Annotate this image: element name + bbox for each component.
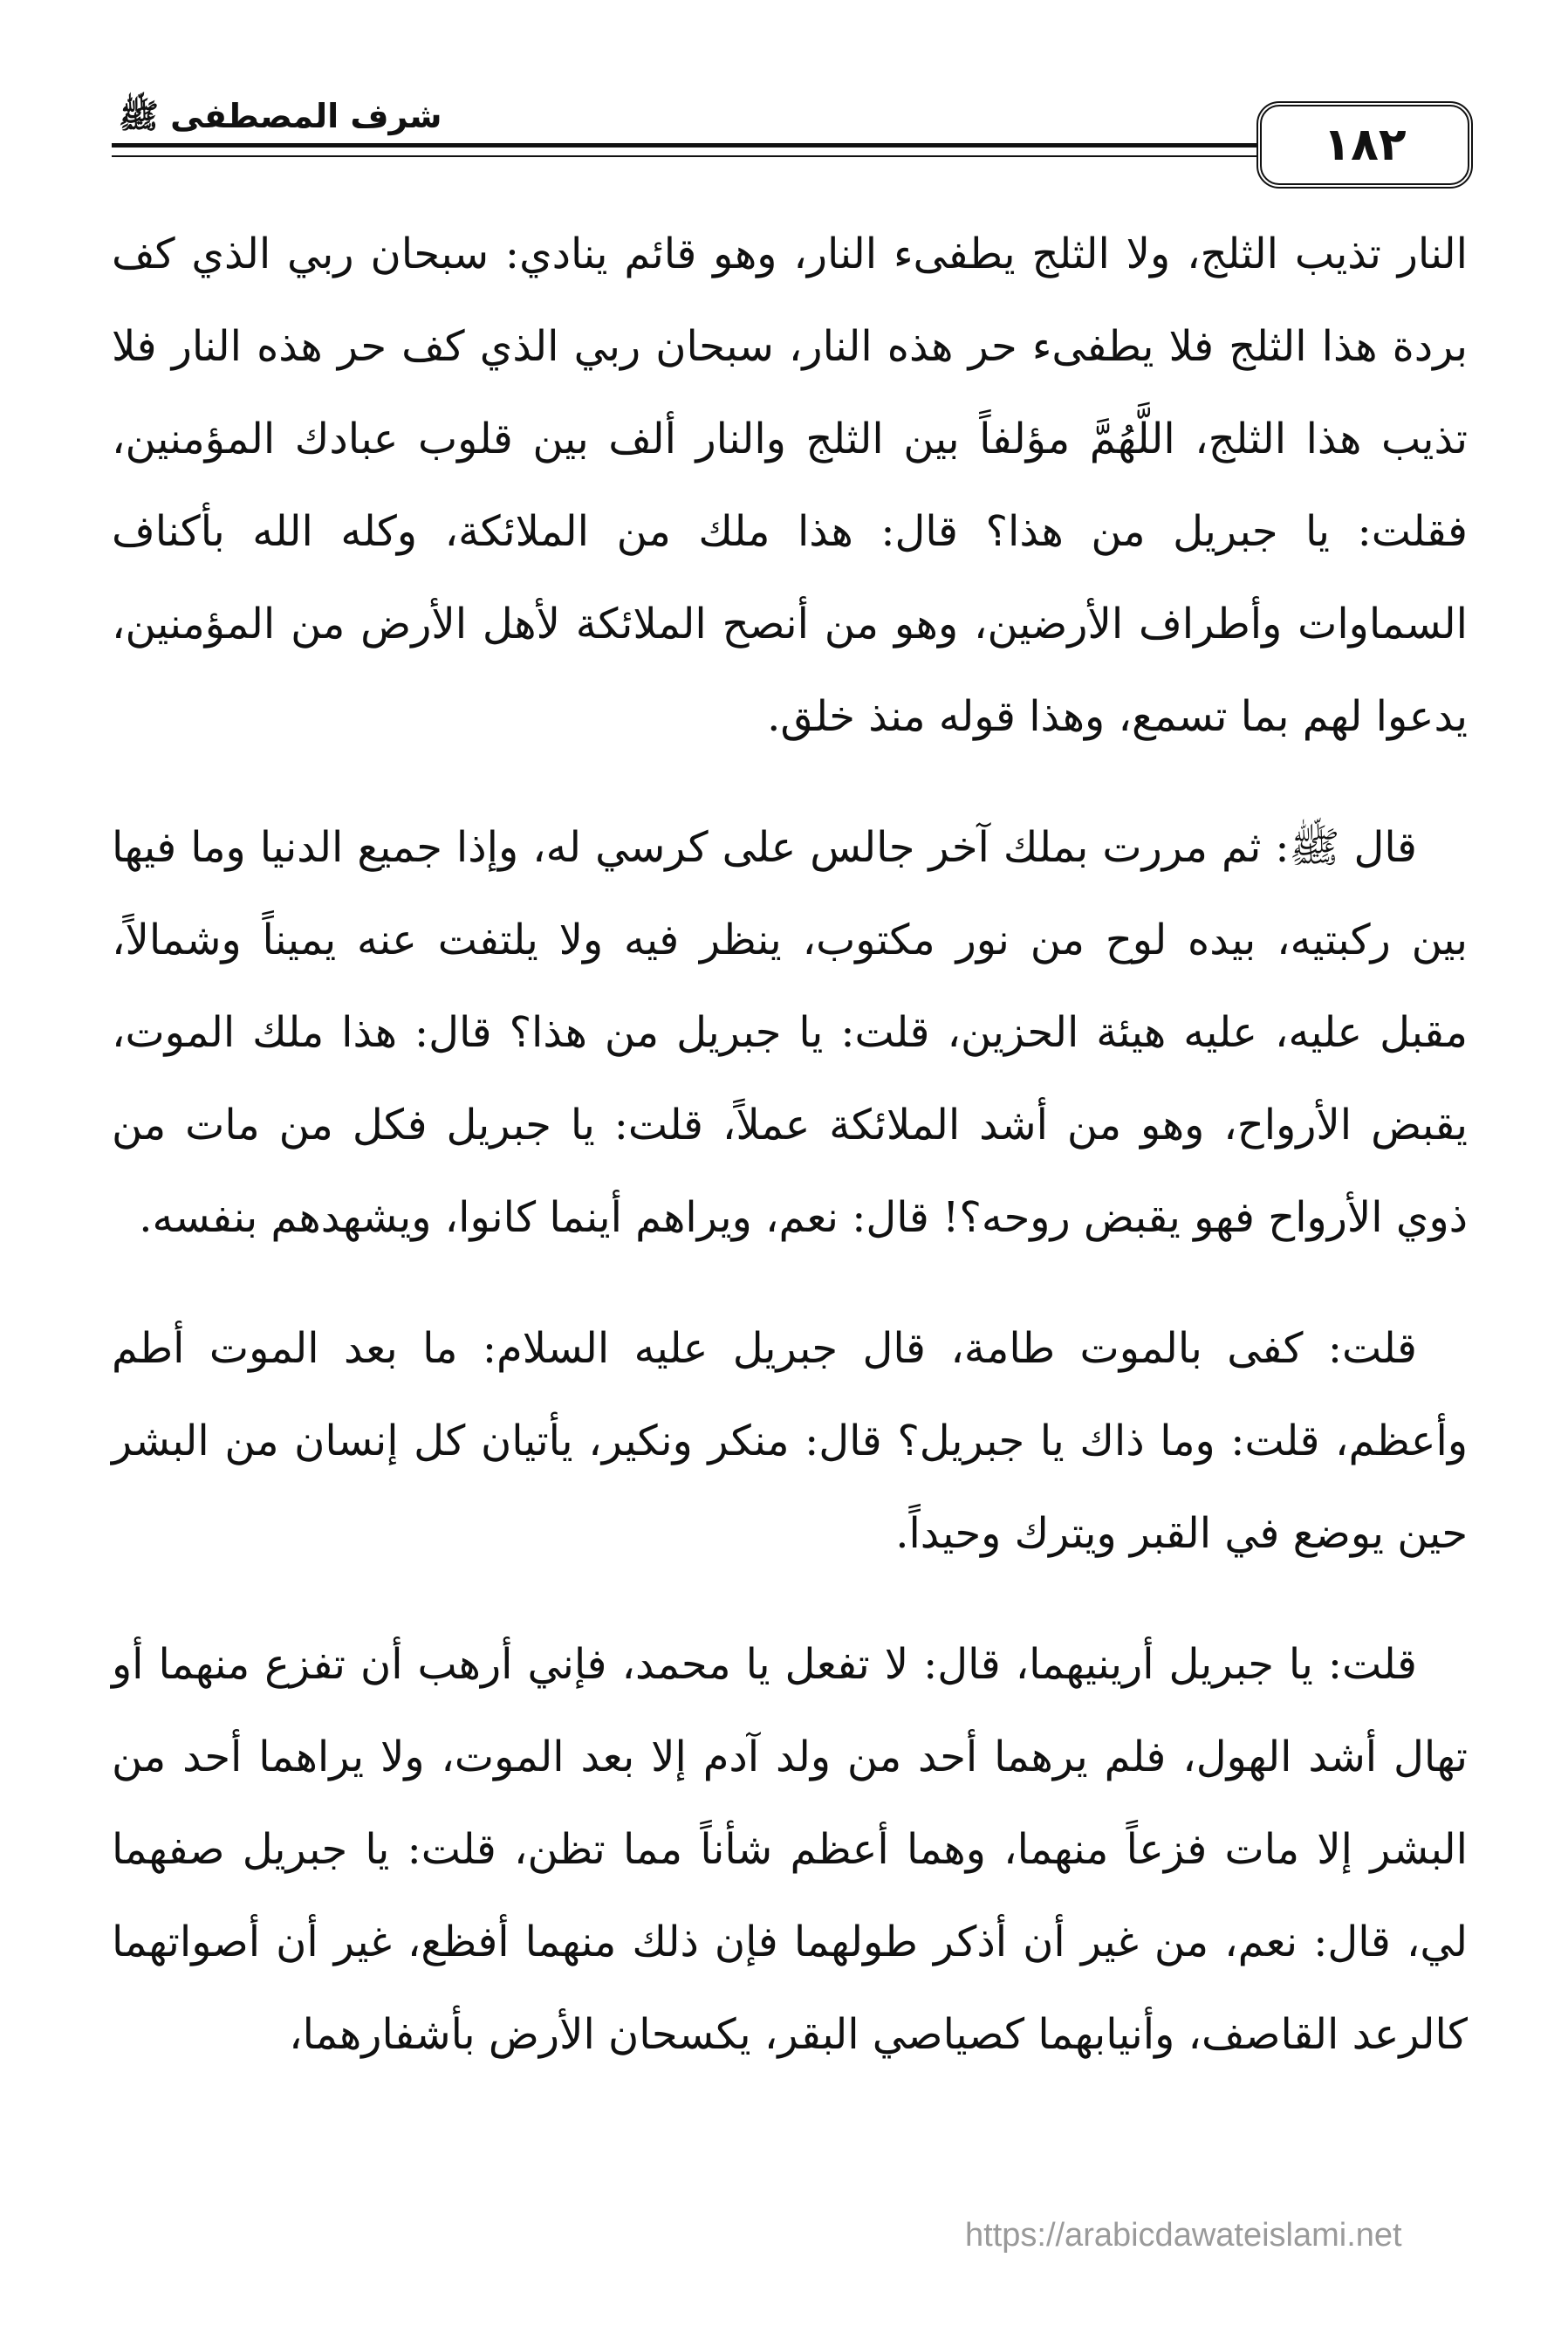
page-header: [112, 94, 1468, 199]
paragraph: قلت: يا جبريل أرينيهما، قال: لا تفعل يا محمد، فإني أرهب أن تفزع منهما أو تهال أشد الهول، فلم يرهما أحد من ولد آدم إلا بعد الموت، ولا يراهما أحد من البشر إلا مات فزعاً منهما، وهما أعظم شأناً مما تظن، قلت: يا جبريل صفهما لي، قال: نعم، من غير أن أذكر طولهما فإن ذلك منهما أفظع، غير أن أصواتهما كالرعد القاصف، وأنيابهما كصياصي البقر، يكسحان الأرض بأشفارهما،: [112, 1640, 1469, 2059]
page-number: ١٨٢: [1323, 119, 1407, 171]
page-body: [112, 208, 1468, 2119]
paragraph: قال ﷺ: ثم مررت بملك آخر جالس على كرسي له، وإذا جميع الدنيا وما فيها بين ركبتيه، بيده لوح من نور مكتوب، ينظر فيه ولا يلتفت عنه يميناً وشمالاً، مقبل عليه، عليه هيئة الحزين، قلت: يا جبريل من هذا؟ قال: هذا ملك الموت، يقبض الأرواح، وهو من أشد الملائكة عملاً، قلت: يا جبريل فكل من مات من ذوي الأرواح فهو يقبض روحه؟! قال: نعم، ويراهم أينما كانوا، ويشهدهم بنفسه.: [112, 823, 1469, 1242]
page-number-frame: [1256, 101, 1473, 189]
paragraph: قلت: كفى بالموت طامة، قال جبريل عليه السلام: ما بعد الموت أطم وأعظم، قلت: وما ذاك يا جبريل؟ قال: منكر ونكير، يأتيان كل إنسان من البشر حين يوضع في القبر ويترك وحيداً.: [112, 1324, 1468, 1558]
watermark-url: https://arabicdawateislami.net: [965, 2217, 1402, 2254]
paragraph: النار تذيب الثلج، ولا الثلج يطفىء النار، وهو قائم ينادي: سبحان ربي الذي كف بردة هذا الثلج فلا يطفىء حر هذه النار، سبحان ربي الذي كف حر هذه النار فلا تذيب هذا الثلج، اللَّهُمَّ مؤلفاً بين الثلج والنار ألف بين قلوب عبادك المؤمنين، فقلت: يا جبريل من هذا؟ قال: هذا ملك من الملائكة، وكله الله بأكناف السماوات وأطراف الأرضين، وهو من أنصح الملائكة لأهل الأرض من المؤمنين، يدعوا لهم بما تسمع، وهذا قوله منذ خلق.: [112, 230, 1469, 741]
book-title: شرف المصطفى ﷺ: [112, 94, 449, 138]
